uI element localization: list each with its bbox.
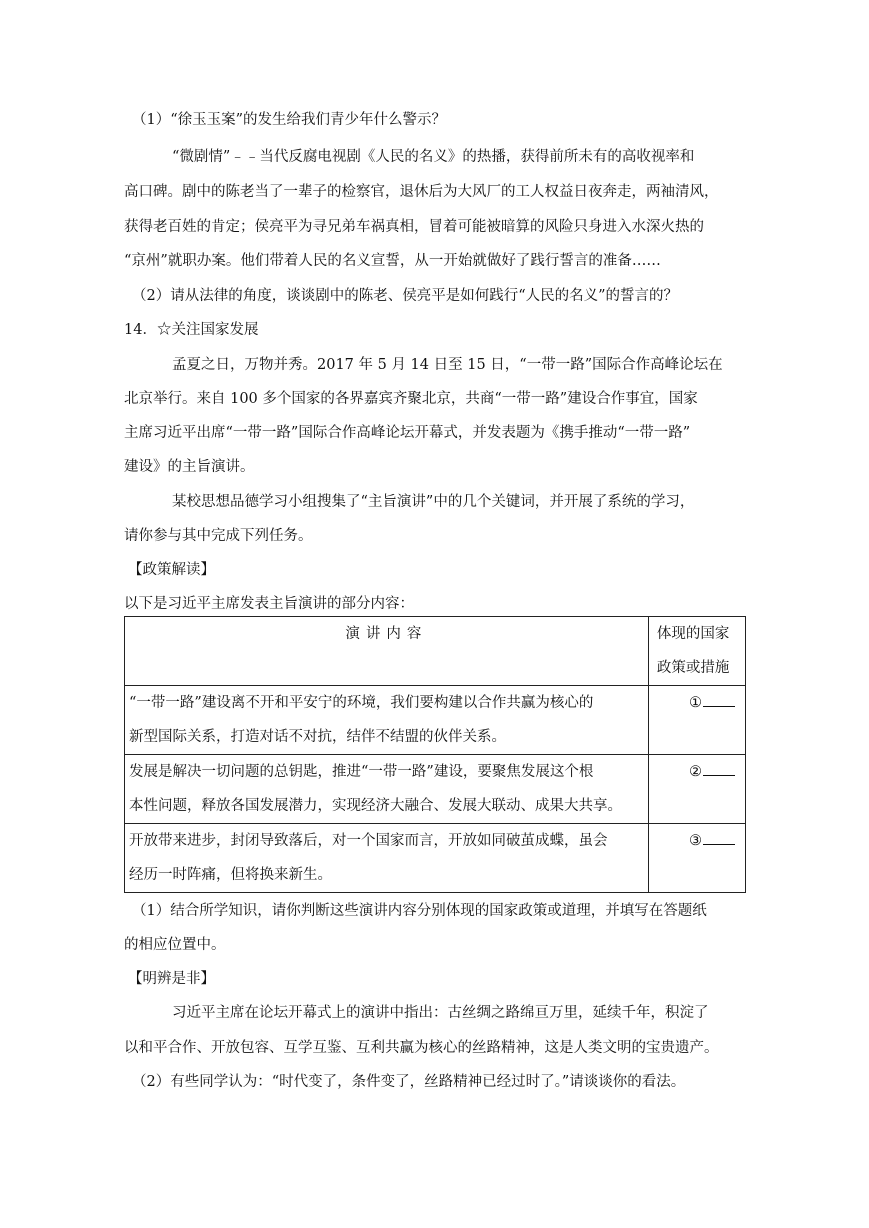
answer-number: ② [689, 764, 702, 780]
speech-content-line: “一带一路”建设离不开和平安宁的环境，我们要构建以合作共赢为核心的 [129, 695, 594, 711]
question-14-1-line: 的相应位置中。 [124, 937, 226, 953]
answer-slot[interactable] [649, 686, 745, 720]
table-row [125, 824, 746, 893]
speech-content-cell [125, 824, 649, 893]
answer-number: ③ [689, 833, 702, 849]
answer-slot[interactable] [649, 755, 745, 789]
header-policy-measure [648, 617, 745, 686]
answer-blank[interactable] [703, 692, 735, 707]
speech-content-line: 本性问题，释放各国发展潜力，实现经济大融合、发展大联动、成果大共享。 [129, 798, 622, 814]
header-speech-content: 演讲内容 [125, 617, 649, 686]
answer-cell[interactable] [648, 686, 745, 755]
header-measure-line: 体现的国家 [656, 626, 730, 642]
speech-table [124, 616, 746, 893]
section-judge-heading: 【明辨是非】 [128, 971, 215, 987]
answer-blank[interactable] [703, 761, 735, 776]
paragraph-micro-drama-line: 高口碑。剧中的陈老当了一辈子的检察官，退休后为大风厂的工人权益日夜奔走，两袖清风， [124, 184, 719, 200]
table-row [125, 686, 746, 755]
speech-content-line: 开放带来进步，封闭导致落后，对一个国家而言，开放如同破茧成蝶，虽会 [129, 833, 608, 849]
question-14-2: （2）有些同学认为：“时代变了，条件变了，丝路精神已经过时了。”请谈谈你的看法。 [132, 1074, 686, 1090]
table-row [125, 755, 746, 824]
question-14-1-line: （1）结合所学知识，请你判断这些演讲内容分别体现的国家政策或道理，并填写在答题纸 [132, 903, 707, 919]
answer-blank[interactable] [703, 830, 735, 845]
answer-cell[interactable] [648, 824, 745, 893]
question-14-title: 14．☆关注国家发展 [124, 322, 259, 338]
paragraph-intro-line: 孟夏之日，万物并秀。2017 年 5 月 14 日至 15 日，“一带一路”国际合作高峰论坛在 [172, 357, 723, 373]
table-intro: 以下是习近平主席发表主旨演讲的部分内容： [124, 596, 414, 612]
speech-content-cell [125, 755, 649, 824]
paragraph-micro-drama-line: “京州”就职办案。他们带着人民的名义宣誓，从一开始就做好了践行誓言的准备…… [124, 253, 661, 269]
paragraph-school-line: 某校思想品德学习小组搜集了“主旨演讲”中的几个关键词，并开展了系统的学习， [172, 494, 695, 510]
paragraph-xi-line: 习近平主席在论坛开幕式上的演讲中指出：古丝绸之路绵亘万里，延续千年，积淀了 [172, 1005, 709, 1021]
paragraph-school-line: 请你参与其中完成下列任务。 [124, 528, 313, 544]
paragraph-intro-line: 建设》的主旨演讲。 [124, 459, 255, 475]
paragraph-micro-drama-line: “微剧情”﹣﹣当代反腐电视剧《人民的名义》的热播，获得前所未有的高收视率和 [172, 149, 695, 165]
header-measure-line: 政策或措施 [656, 660, 730, 676]
speech-content-line: 新型国际关系，打造对话不对抗，结伴不结盟的伙伴关系。 [129, 729, 506, 745]
answer-cell[interactable] [648, 755, 745, 824]
answer-number: ① [689, 695, 702, 711]
speech-content-line: 经历一时阵痛，但将换来新生。 [129, 867, 332, 883]
paragraph-intro-line: 主席习近平出席“一带一路”国际合作高峰论坛开幕式，并发表题为《携手推动“一带一路” [124, 425, 691, 441]
paragraph-xi-line: 以和平合作、开放包容、互学互鉴、互利共赢为核心的丝路精神，这是人类文明的宝贵遗产。 [124, 1040, 719, 1056]
speech-content-line: 发展是解决一切问题的总钥匙，推进“一带一路”建设，要聚焦发展这个根 [129, 764, 594, 780]
table-header-row [125, 617, 746, 686]
question-13-1: （1）“徐玉玉案”的发生给我们青少年什么警示？ [132, 112, 447, 128]
section-policy-heading: 【政策解读】 [128, 562, 215, 578]
paragraph-intro-line: 北京举行。来自 100 多个国家的各界嘉宾齐聚北京，共商“一带一路”建设合作事宜，国家 [124, 391, 698, 407]
paragraph-micro-drama-line: 获得老百姓的肯定；侯亮平为寻兄弟车祸真相，冒着可能被暗算的风险只身进入水深火热的 [124, 219, 704, 235]
question-13-2: （2）请从法律的角度，谈谈剧中的陈老、侯亮平是如何践行“人民的名义”的誓言的？ [132, 288, 679, 304]
answer-slot[interactable] [649, 824, 745, 858]
speech-content-cell [125, 686, 649, 755]
